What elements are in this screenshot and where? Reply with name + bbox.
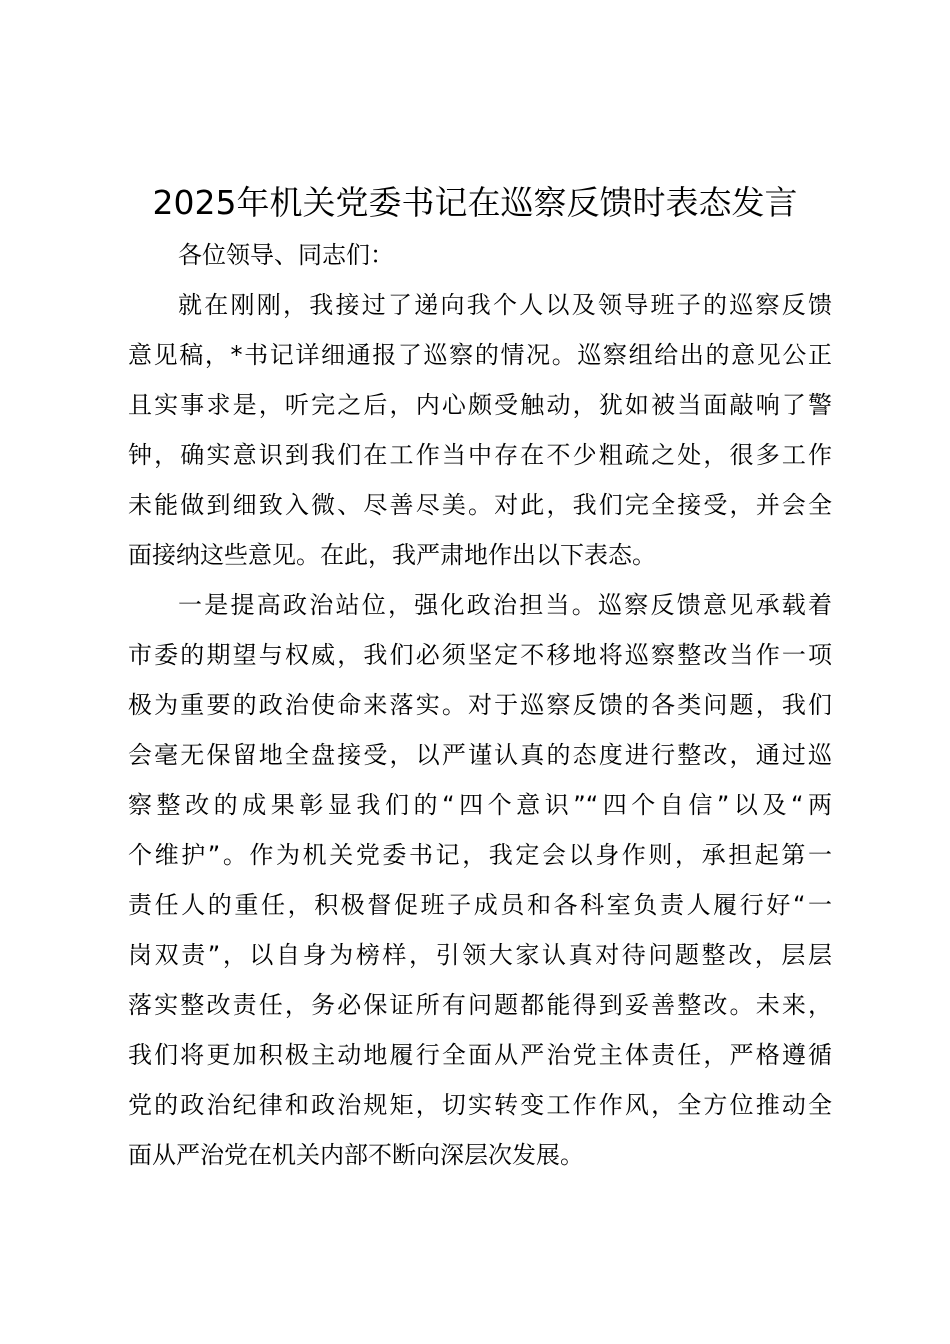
paragraph-line: 市委的期望与权威，我们必须坚定不移地将巡察整改当作一项 — [128, 641, 832, 669]
salutation: 各位领导、同志们： — [178, 241, 394, 269]
paragraph-line: 党的政治纪律和政治规矩，切实转变工作作风，全方位推动全 — [128, 1091, 832, 1119]
paragraph-line: 面从严治党在机关内部不断向深层次发展。 — [128, 1141, 584, 1169]
paragraph-line: 未能做到细致入微、尽善尽美。对此，我们完全接受，并会全 — [128, 491, 832, 519]
document-title: 2025年机关党委书记在巡察反馈时表态发言 — [152, 183, 798, 222]
paragraph-line: 岗双责”，以自身为榜样，引领大家认真对待问题整改，层层 — [128, 941, 832, 969]
paragraph-line: 责任人的重任，积极督促班子成员和各科室负责人履行好“一 — [128, 891, 832, 919]
paragraph-line: 我们将更加积极主动地履行全面从严治党主体责任，严格遵循 — [128, 1041, 832, 1069]
paragraph-line: 极为重要的政治使命来落实。对于巡察反馈的各类问题，我们 — [128, 691, 832, 719]
paragraph-line: 且实事求是，听完之后，内心颇受触动，犹如被当面敲响了警 — [128, 391, 832, 419]
paragraph-line: 落实整改责任，务必保证所有问题都能得到妥善整改。未来， — [128, 991, 832, 1019]
paragraph-line: 钟，确实意识到我们在工作当中存在不少粗疏之处，很多工作 — [128, 441, 832, 469]
document-body — [128, 230, 832, 1180]
paragraph-line: 面接纳这些意见。在此，我严肃地作出以下表态。 — [128, 541, 656, 569]
paragraph-line: 一是提高政治站位，强化政治担当。巡察反馈意见承载着 — [178, 591, 832, 619]
paragraph-line: 意见稿，*书记详细通报了巡察的情况。巡察组给出的意见公正 — [128, 341, 832, 369]
paragraph-line: 会毫无保留地全盘接受，以严谨认真的态度进行整改，通过巡 — [128, 741, 832, 769]
paragraph-line: 个维护”。作为机关党委书记，我定会以身作则，承担起第一 — [128, 841, 832, 869]
paragraph-2 — [128, 580, 832, 1180]
paragraph-1 — [128, 280, 832, 580]
paragraph-line: 就在刚刚，我接过了递向我个人以及领导班子的巡察反馈 — [178, 291, 832, 319]
paragraph-line: 察整改的成果彰显我们的“四个意识”“四个自信”以及“两 — [128, 791, 832, 819]
